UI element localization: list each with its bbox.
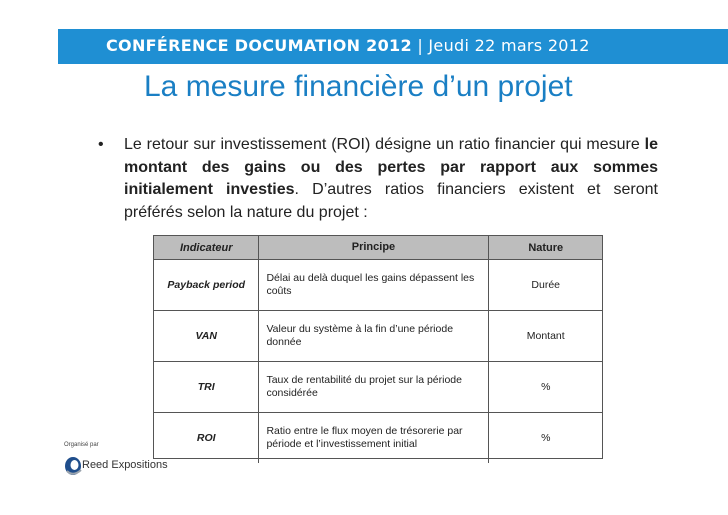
cell-principle: Délai au delà duquel les gains dépassent les coûts: [259, 260, 489, 311]
cell-principle: Ratio entre le flux moyen de trésorerie par période et l’investissement initial: [259, 413, 489, 464]
cell-indicator: TRI: [154, 362, 259, 413]
header-indicateur: Indicateur: [154, 236, 259, 260]
cell-indicator: ROI: [154, 413, 259, 464]
cell-nature: Montant: [489, 311, 602, 362]
bullet-paragraph: [124, 134, 658, 224]
conference-date: Jeudi 22 mars 2012: [428, 36, 590, 55]
table-header-row: [154, 236, 602, 260]
header-principe: Principe: [259, 236, 489, 260]
cell-principle: Valeur du système à la fin d’une période donnée: [259, 311, 489, 362]
header-title: [106, 36, 590, 55]
indicators-table: [153, 235, 603, 459]
bullet-marker: •: [98, 136, 104, 153]
paragraph-bold-text: le montant des gains ou des pertes par rapport aux sommes initialement investies: [124, 136, 658, 198]
table-row: [154, 362, 602, 413]
cell-indicator: Payback period: [154, 260, 259, 311]
paragraph-text-1: Le retour sur investissement (ROI) désigne un ratio financier qui mesure: [124, 136, 645, 153]
table-row: [154, 413, 602, 464]
table-row: [154, 260, 602, 311]
cell-nature: %: [541, 432, 551, 444]
cell-indicator: VAN: [154, 311, 259, 362]
slide-title: La mesure financière d’un projet: [144, 70, 573, 103]
table-row: [154, 311, 602, 362]
cell-nature: %: [489, 362, 602, 413]
header-nature: Nature: [489, 236, 602, 260]
header-separator: |: [417, 36, 424, 55]
cell-nature: Durée: [489, 260, 602, 311]
paragraph-text-2: . D’autres ratios financiers existent et seront préférés selon la nature du projet :: [124, 181, 659, 221]
cell-principle: Taux de rentabilité du projet sur la période considérée: [259, 362, 489, 413]
conference-name: CONFÉRENCE DOCUMATION 2012: [106, 36, 412, 55]
organized-by-label: Organisé par: [64, 442, 99, 448]
logo-text: Reed Expositions: [82, 459, 168, 471]
